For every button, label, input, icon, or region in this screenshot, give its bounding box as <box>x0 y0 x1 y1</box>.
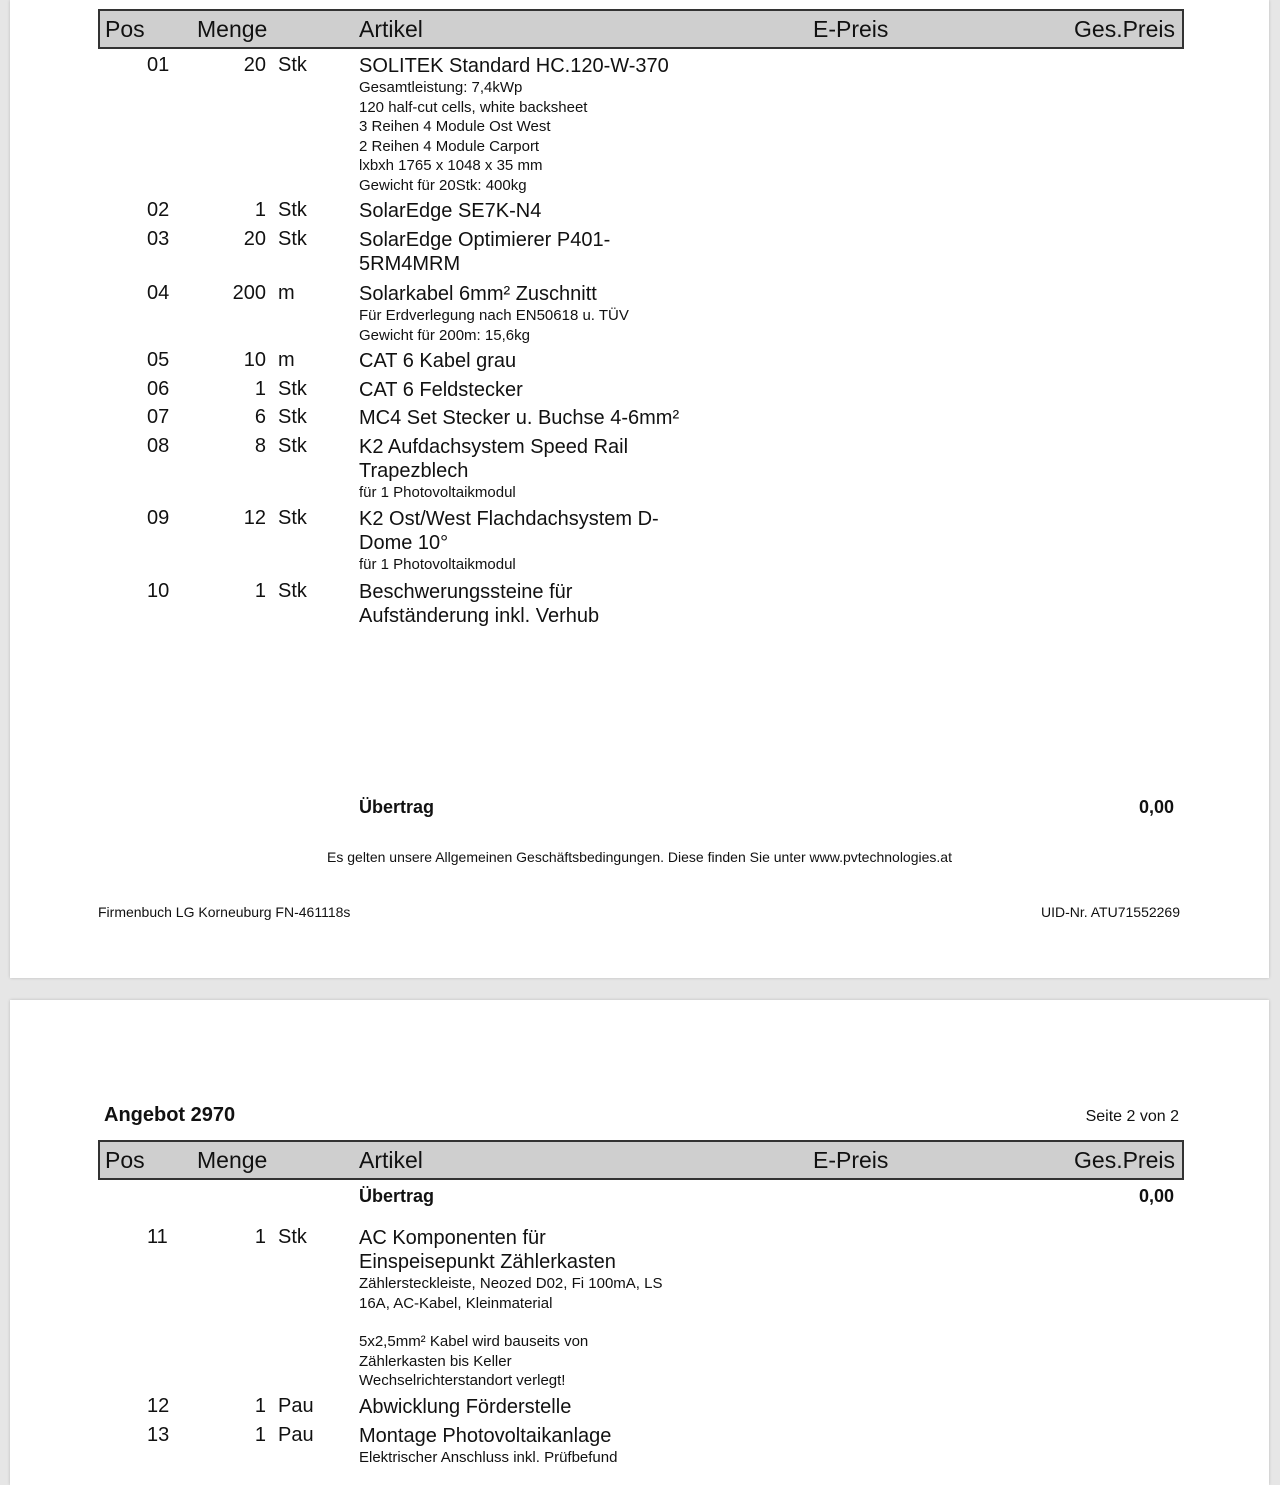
item-quantity: 200 <box>232 282 266 304</box>
footer-company-register: Firmenbuch LG Korneuburg FN-461118s <box>98 904 351 920</box>
item-description <box>359 1395 779 1419</box>
item-title: Dome 10° <box>359 532 449 554</box>
item-position: 07 <box>147 406 170 428</box>
item-position: 04 <box>147 282 170 304</box>
header-ges-preis: Ges.Preis <box>1074 1147 1175 1173</box>
item-unit: Stk <box>278 54 307 76</box>
item-detail: 5x2,5mm² Kabel wird bauseits von <box>359 1333 589 1350</box>
carry-over-label: Übertrag <box>359 1186 435 1206</box>
item-quantity: 1 <box>254 1424 266 1446</box>
item-unit: Stk <box>278 378 307 400</box>
item-position: 10 <box>147 580 170 602</box>
item-position: 03 <box>147 228 170 250</box>
footer-vat-id: UID-Nr. ATU71552269 <box>1040 904 1180 920</box>
item-detail: Wechselrichterstandort verlegt! <box>359 1372 566 1389</box>
item-description <box>359 228 779 276</box>
item-position: 11 <box>147 1226 168 1248</box>
item-position: 09 <box>147 507 170 529</box>
item-unit: Stk <box>278 199 307 221</box>
item-description <box>359 378 779 402</box>
item-description <box>359 406 779 430</box>
item-title: 5RM4MRM <box>359 253 461 275</box>
item-quantity: 10 <box>243 349 266 371</box>
item-unit: Stk <box>278 228 307 250</box>
item-quantity: 1 <box>254 199 266 221</box>
item-description <box>359 1424 779 1468</box>
carry-over-label: Übertrag <box>359 797 435 817</box>
offer-title: Angebot 2970 <box>104 1104 236 1126</box>
item-detail: Elektrischer Anschluss inkl. Prüfbefund <box>359 1449 618 1466</box>
header-pos: Pos <box>105 16 145 42</box>
item-unit: Pau <box>278 1424 314 1446</box>
item-position: 02 <box>147 199 170 221</box>
item-detail: lxbxh 1765 x 1048 x 35 mm <box>359 157 543 174</box>
item-title: Abwicklung Förderstelle <box>359 1396 572 1418</box>
item-title: CAT 6 Kabel grau <box>359 350 517 372</box>
item-position: 05 <box>147 349 170 371</box>
header-menge: Menge <box>197 1147 268 1173</box>
item-quantity: 1 <box>254 1226 266 1248</box>
item-quantity: 1 <box>254 378 266 400</box>
item-unit: Stk <box>278 580 307 602</box>
item-detail: 2 Reihen 4 Module Carport <box>359 137 540 155</box>
item-title: Aufständerung inkl. Verhub <box>359 605 600 627</box>
item-description <box>359 580 779 628</box>
item-description <box>359 199 779 223</box>
spacer <box>359 1313 779 1332</box>
item-quantity: 20 <box>243 54 266 76</box>
header-pos: Pos <box>105 1147 145 1173</box>
item-description <box>359 435 779 503</box>
item-quantity: 1 <box>254 580 266 602</box>
item-title: SolarEdge Optimierer P401- <box>359 229 611 251</box>
item-title: Trapezblech <box>359 460 469 482</box>
item-unit: Stk <box>278 435 307 457</box>
item-position: 06 <box>147 378 170 400</box>
item-title: CAT 6 Feldstecker <box>359 379 523 401</box>
document-page-1 <box>10 0 1269 978</box>
document-page-2 <box>10 1000 1269 1485</box>
table-header <box>98 1140 1184 1180</box>
item-title: Solarkabel 6mm² Zuschnitt <box>359 283 597 305</box>
item-detail: für 1 Photovoltaikmodul <box>359 484 516 501</box>
item-quantity: 12 <box>243 507 266 529</box>
item-unit: Stk <box>278 1226 307 1248</box>
header-e-preis: E-Preis <box>813 16 889 42</box>
item-detail: Für Erdverlegung nach EN50618 u. TÜV <box>359 307 629 324</box>
item-quantity: 6 <box>254 406 266 428</box>
item-title: Montage Photovoltaikanlage <box>359 1425 612 1447</box>
item-title: SOLITEK Standard HC.120-W-370 <box>359 55 669 77</box>
item-title: AC Komponenten für <box>359 1227 546 1249</box>
item-detail: 3 Reihen 4 Module Ost West <box>359 118 551 135</box>
item-description <box>359 282 779 345</box>
item-title: K2 Ost/West Flachdachsystem D- <box>359 508 659 530</box>
item-unit: Stk <box>278 507 307 529</box>
item-quantity: 1 <box>254 1395 266 1417</box>
page-number: Seite 2 von 2 <box>1085 1108 1179 1125</box>
item-description <box>359 1226 779 1391</box>
item-detail: Gewicht für 20Stk: 400kg <box>359 176 527 194</box>
item-detail: für 1 Photovoltaikmodul <box>359 556 516 573</box>
item-detail: Zählerkasten bis Keller <box>359 1352 512 1370</box>
item-detail: Gewicht für 200m: 15,6kg <box>359 326 530 344</box>
item-title: SolarEdge SE7K-N4 <box>359 200 542 222</box>
item-detail: 16A, AC-Kabel, Kleinmaterial <box>359 1294 553 1312</box>
item-description <box>359 54 779 195</box>
item-position: 01 <box>147 54 170 76</box>
item-detail: 120 half-cut cells, white backsheet <box>359 98 588 116</box>
item-detail: Zählersteckleiste, Neozed D02, Fi 100mA, LS <box>359 1275 663 1292</box>
item-unit: m <box>278 349 295 371</box>
item-title: K2 Aufdachsystem Speed Rail <box>359 436 629 458</box>
item-title: Beschwerungssteine für <box>359 581 573 603</box>
item-description <box>359 507 779 575</box>
item-title: MC4 Set Stecker u. Buchse 4-6mm² <box>359 407 680 429</box>
header-artikel: Artikel <box>359 1147 423 1173</box>
header-menge: Menge <box>197 16 268 42</box>
carry-over-value: 0,00 <box>1138 1186 1174 1206</box>
item-unit: Stk <box>278 406 307 428</box>
item-quantity: 8 <box>254 435 266 457</box>
item-title: Einspeisepunkt Zählerkasten <box>359 1251 616 1273</box>
table-header <box>98 9 1184 49</box>
item-position: 12 <box>147 1395 170 1417</box>
header-e-preis: E-Preis <box>813 1147 889 1173</box>
item-detail: Gesamtleistung: 7,4kWp <box>359 79 523 96</box>
item-unit: Pau <box>278 1395 314 1417</box>
item-unit: m <box>278 282 295 304</box>
item-position: 13 <box>147 1424 170 1446</box>
item-quantity: 20 <box>243 228 266 250</box>
item-position: 08 <box>147 435 170 457</box>
carry-over-value: 0,00 <box>1138 797 1174 817</box>
header-artikel: Artikel <box>359 16 423 42</box>
item-description <box>359 349 779 373</box>
terms-note: Es gelten unsere Allgemeinen Geschäftsbedingungen. Diese finden Sie unter www.pvtechnologies.at <box>327 849 952 865</box>
header-ges-preis: Ges.Preis <box>1074 16 1175 42</box>
